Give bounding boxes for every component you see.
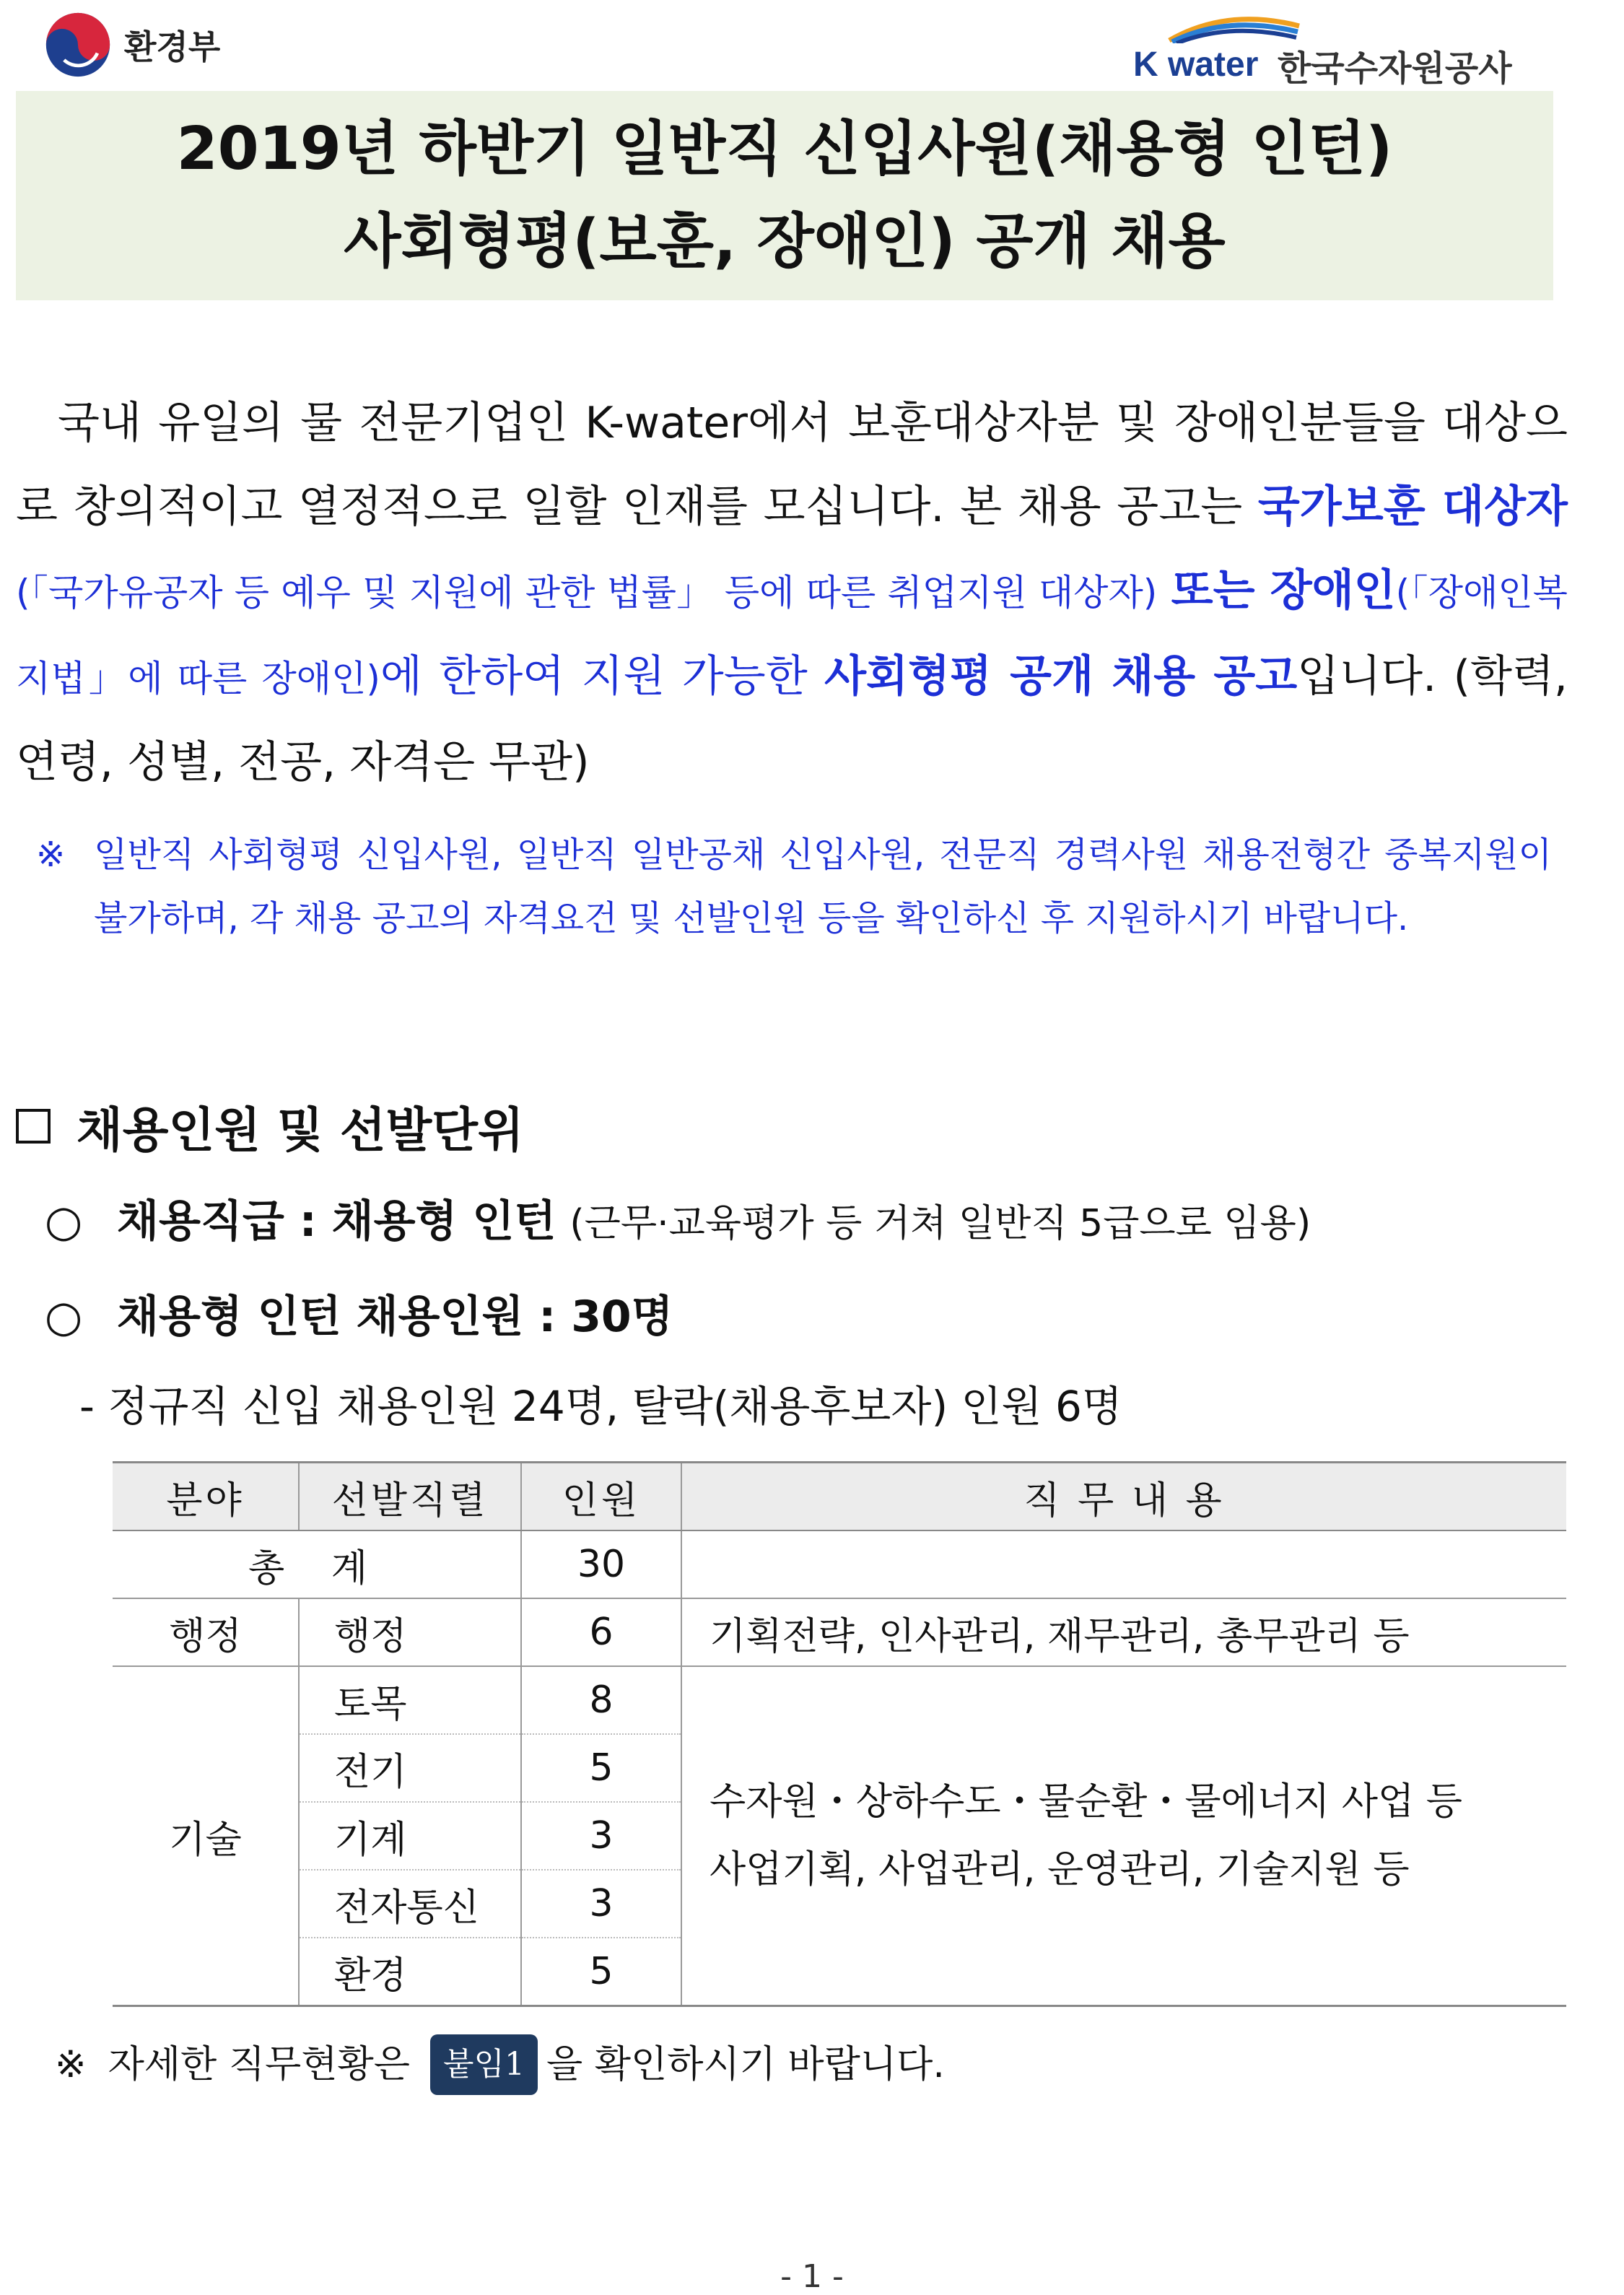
intro-text: 국내 유일의 물 전문기업인 K-water에서 보훈대상자분 및 장애인분들을 대상으로 창의적이고 열정적으로 일할 인재를 모십니다. 본 채용 공고는: [16, 398, 1568, 532]
note-text: 일반직 사회형평 신입사원, 일반직 일반공채 신입사원, 전문직 경력사원 채용전형간 중복지원이 불가하며, 각 채용 공고의 자격요건 및 선발인원 등을 확인하신 후 지원하시기 바랍니다.: [94, 835, 1552, 939]
footnote-after: 을 확인하시기 바랍니다.: [546, 2043, 945, 2086]
note-mark: ※: [36, 835, 66, 875]
grade-label: 채용직급 : 채용형 인턴: [117, 1196, 556, 1247]
grade-note: (근무·교육평가 등 거쳐 일반직 5급으로 임용): [569, 1202, 1311, 1245]
tech-count-0: 8: [521, 1666, 681, 1734]
tech-series-0: 토목: [299, 1666, 521, 1734]
tech-field: 기술: [113, 1666, 299, 2006]
table-row-admin: [113, 1598, 1566, 1666]
section-title: [16, 1092, 524, 1160]
total-count: 30: [521, 1530, 681, 1598]
footnote-mark: ※: [55, 2043, 87, 2086]
water-swoosh-icon: [1162, 12, 1306, 43]
intro-disabled-law: (「장애인복지법」에 따른 장애인): [16, 572, 1568, 700]
checkbox-square-icon: [16, 1109, 51, 1144]
tech-series-4: 환경: [299, 1938, 521, 2006]
header-series: 선발직렬: [299, 1463, 521, 1531]
count-label: 채용형 인턴 채용인원 : 30명: [117, 1292, 673, 1342]
kwater-org-name: 한국수자원공사: [1278, 48, 1512, 89]
tech-count-1: 5: [521, 1734, 681, 1802]
tech-count-3: 3: [521, 1870, 681, 1938]
taegeuk-emblem-icon: [43, 10, 113, 79]
intro-or-disabled: 또는 장애인: [1171, 565, 1396, 616]
title-box: [16, 91, 1553, 300]
tech-series-2: 기계: [299, 1802, 521, 1870]
tech-series-3: 전자통신: [299, 1870, 521, 1938]
section-title-text: 채용인원 및 선발단위: [77, 1102, 524, 1158]
tech-duty: [681, 1666, 1566, 2006]
page-number: - 1 -: [780, 2258, 844, 2295]
tech-count-2: 3: [521, 1802, 681, 1870]
bullet-count: [45, 1288, 673, 1346]
intro-tail: 입니다. (학력, 연령, 성별, 전공, 자격은 무관): [16, 651, 1568, 788]
bullet-circle-icon: ○: [45, 1292, 83, 1342]
intro-social-equity: 사회형평 공개 채용 공고: [824, 651, 1298, 702]
admin-series: 행정: [299, 1598, 521, 1666]
intro-veterans: 국가보훈 대상자: [1257, 482, 1568, 532]
tech-duty-line-1: 수자원・상하수도・물순환・물에너지 사업 등: [710, 1780, 1463, 1824]
admin-field: 행정: [113, 1598, 299, 1666]
bullet-grade: [45, 1193, 1311, 1253]
header-count: 인원: [521, 1463, 681, 1531]
header-field: 분야: [113, 1463, 299, 1531]
intro-veterans-law: (「국가유공자 등 예우 및 지원에 관한 법률」 등에 따른 취업지원 대상자): [16, 572, 1158, 614]
total-label: 총 계: [113, 1530, 521, 1598]
header-duty: 직 무 내 용: [681, 1463, 1566, 1531]
footnote-before: 자세한 직무현황은: [108, 2043, 410, 2086]
table-row: [113, 1666, 1566, 1734]
kwater-logo: [1133, 12, 1537, 89]
intro-paragraph: [16, 381, 1568, 804]
total-duty: [681, 1530, 1566, 1598]
sub-bullet-breakdown: - 정규직 신입 채용인원 24명, 탈락(채용후보자) 인원 6명: [79, 1382, 1122, 1431]
admin-count: 6: [521, 1598, 681, 1666]
allocation-table: [113, 1461, 1566, 2007]
kwater-brand: K water: [1133, 45, 1259, 84]
duplicate-application-note: [36, 823, 1552, 950]
table-row-total: [113, 1530, 1566, 1598]
admin-duty: 기획전략, 인사관리, 재무관리, 총무관리 등: [681, 1598, 1566, 1666]
attachment-badge: 붙임1: [430, 2034, 538, 2095]
intro-eligible: 에 한하여 지원 가능한: [380, 651, 825, 702]
tech-duty-line-2: 사업기획, 사업관리, 운영관리, 기술지원 등: [710, 1848, 1410, 1891]
ministry-name: 환경부: [124, 27, 221, 66]
tech-count-4: 5: [521, 1938, 681, 2006]
tech-series-1: 전기: [299, 1734, 521, 1802]
attachment-footnote: [55, 2034, 945, 2095]
bullet-circle-icon: ○: [45, 1196, 83, 1247]
title-line-2: 사회형평(보훈, 장애인) 공개 채용: [344, 207, 1226, 276]
title-line-1: 2019년 하반기 일반직 신입사원(채용형 인턴): [176, 115, 1393, 183]
ministry-logo: [43, 10, 260, 79]
table-header-row: [113, 1463, 1566, 1531]
